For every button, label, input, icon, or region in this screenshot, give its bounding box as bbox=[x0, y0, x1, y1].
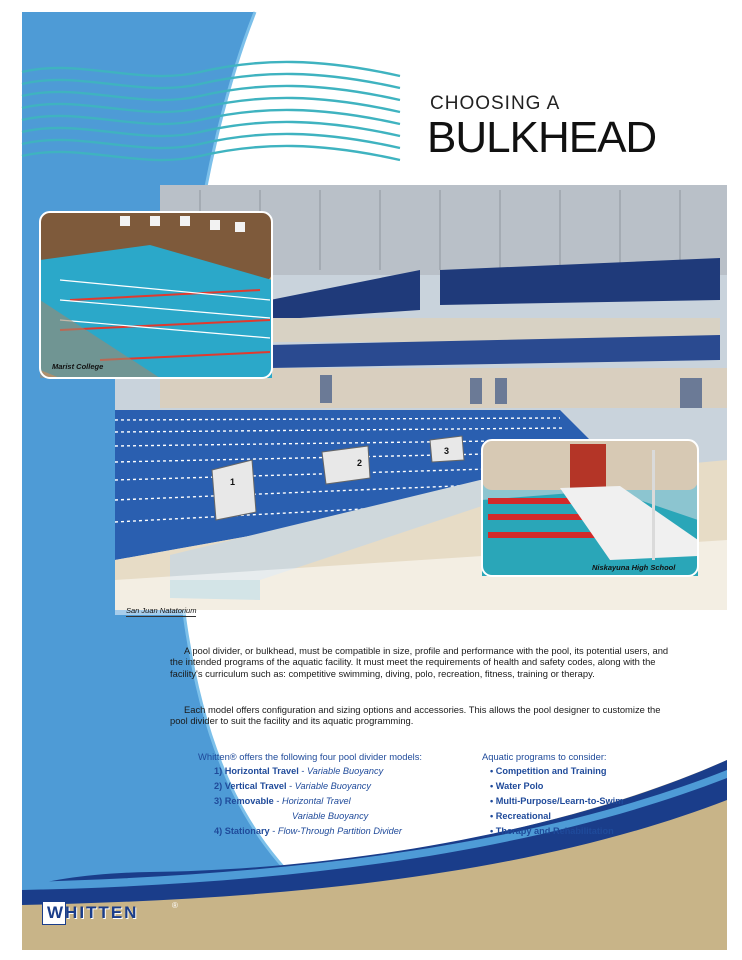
models-list bbox=[214, 764, 402, 839]
title-line-2: BULKHEAD bbox=[427, 113, 657, 162]
model-item-continued: Variable Buoyancy bbox=[292, 811, 369, 821]
logo-text: WHITTEN bbox=[47, 903, 139, 922]
svg-text:3: 3 bbox=[444, 446, 450, 456]
caption-niskayuna: Niskayuna High School bbox=[592, 563, 676, 572]
program-item: • Recreational bbox=[490, 811, 551, 821]
model-item: 4) Stationary - Flow-Through Partition Divider bbox=[214, 826, 402, 836]
programs-heading: Aquatic programs to consider: bbox=[482, 751, 607, 762]
intro-paragraph: A pool divider, or bulkhead, must be compatible in size, profile and performance with the pool, its potential users, and the intended programs of the aquatic facility. It must meet the requirements of health and safety codes, along with the facility's curriculum such as: competitive swimming, diving, polo, recreation, fitness, training or therapy. bbox=[170, 645, 669, 679]
program-item: • Therapy and Rehabilitation bbox=[490, 826, 614, 836]
whitten-logo bbox=[42, 901, 182, 925]
program-item: • Water Polo bbox=[490, 781, 544, 791]
program-item: • Competition and Training bbox=[490, 766, 607, 776]
model-item: 2) Vertical Travel - Variable Buoyancy bbox=[214, 781, 371, 791]
model-item: 3) Removable - Horizontal Travel bbox=[214, 796, 351, 806]
caption-san-juan: San Juan Natatorium bbox=[126, 606, 197, 615]
model-item: 1) Horizontal Travel - Variable Buoyancy bbox=[214, 766, 384, 776]
svg-text:1: 1 bbox=[230, 477, 236, 487]
programs-list bbox=[490, 764, 623, 839]
title-line-1: CHOOSING A bbox=[430, 93, 561, 114]
models-heading: Whitten® offers the following four pool divider models: bbox=[198, 751, 423, 762]
program-item: • Multi-Purpose/Learn-to-Swim bbox=[490, 796, 624, 806]
logo-registered-mark: ® bbox=[172, 901, 178, 910]
svg-text:2: 2 bbox=[357, 458, 363, 468]
inset-photo-niskayuna bbox=[482, 440, 698, 576]
options-paragraph: Each model offers configuration and sizing options and accessories. This allows the pool designer to customize the pool divider to suit the facility and its aquatic programming. bbox=[170, 704, 661, 727]
inset-photo-marist bbox=[40, 212, 272, 378]
caption-marist: Marist College bbox=[52, 362, 104, 371]
